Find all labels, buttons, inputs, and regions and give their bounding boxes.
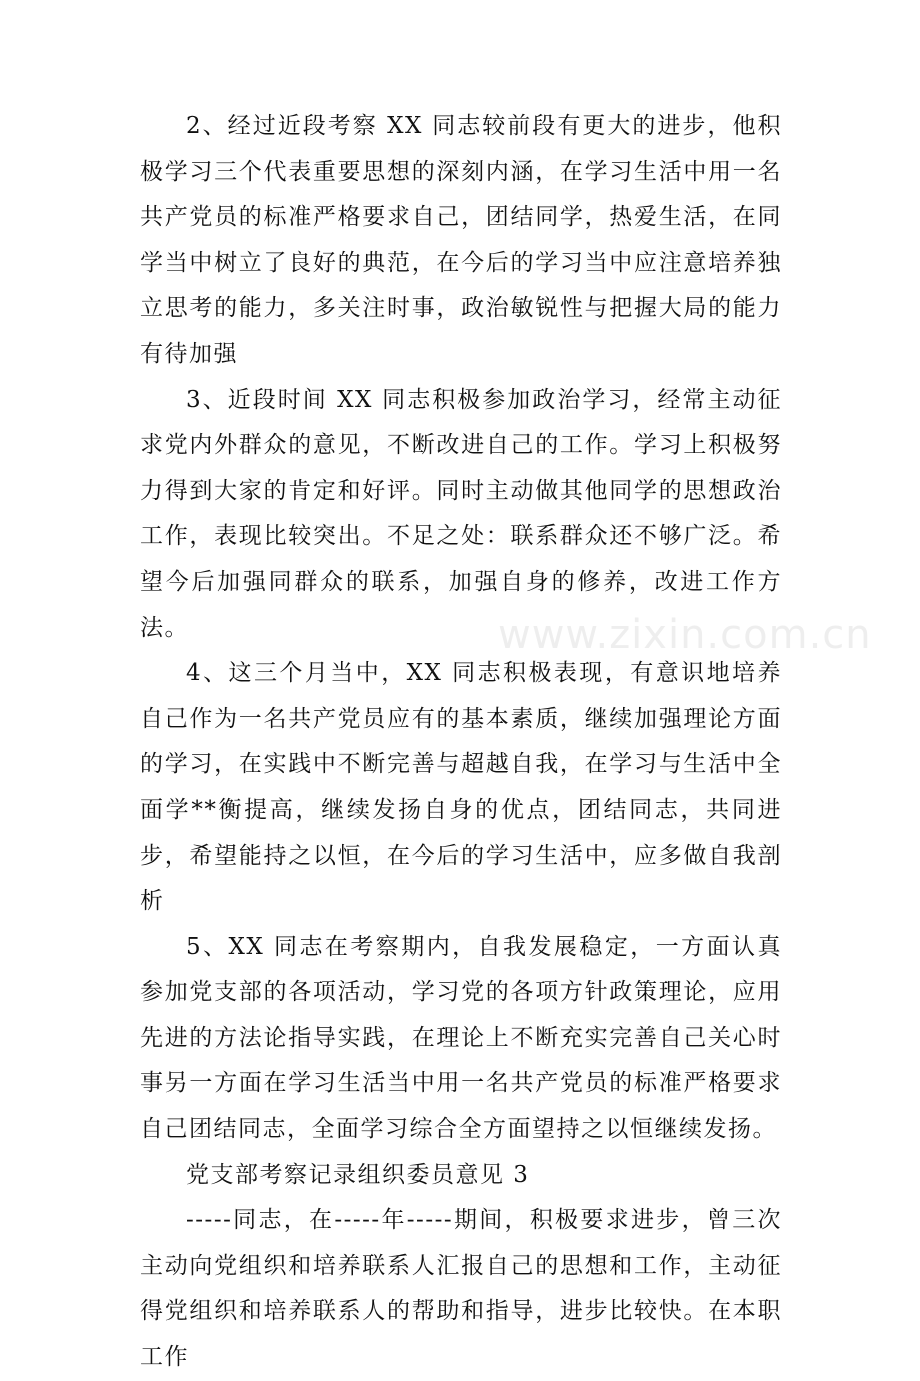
document-body	[140, 104, 782, 1381]
section-heading: 党支部考察记录组织委员意见 3	[186, 1161, 530, 1188]
paragraph-final: -----同志，在-----年-----期间，积极要求进步，曾三次主动向党组织和培养联系人汇报自己的思想和工作，主动征得党组织和培养联系人的帮助和指导，进步比较快。在本职工作	[140, 1207, 782, 1371]
paragraph-4: 4、这三个月当中，XX 同志积极表现，有意识地培养自己作为一名共产党员应有的基本素质，继续加强理论方面的学习，在实践中不断完善与超越自我，在学习与生活中全面学**衡提高，继续发扬自身的优点，团结同志，共同进步，希望能持之以恒，在今后的学习生活中，应多做自我剖析	[140, 660, 782, 915]
paragraph-2: 2、经过近段考察 XX 同志较前段有更大的进步，他积极学习三个代表重要思想的深刻内涵，在学习生活中用一名共产党员的标准严格要求自己，团结同学，热爱生活，在同学当中树立了良好的典范，在今后的学习当中应注意培养独立思考的能力，多关注时事，政治敏锐性与把握大局的能力有待加强	[140, 113, 782, 367]
paragraph-3: 3、近段时间 XX 同志积极参加政治学习，经常主动征求党内外群众的意见，不断改进自己的工作。学习上积极努力得到大家的肯定和好评。同时主动做其他同学的思想政治工作，表现比较突出。不足之处：联系群众还不够广泛。希望今后加强同群众的联系，加强自身的修养，改进工作方法。	[140, 386, 782, 641]
paragraph-5: 5、XX 同志在考察期内，自我发展稳定，一方面认真参加党支部的各项活动，学习党的各项方针政策理论，应用先进的方法论指导实践，在理论上不断充实完善自己关心时事另一方面在学习生活当中用一名共产党员的标准严格要求自己团结同志，全面学习综合全方面望持之以恒继续发扬。	[140, 933, 782, 1143]
watermark: www.zixin.com.cn	[498, 612, 872, 658]
